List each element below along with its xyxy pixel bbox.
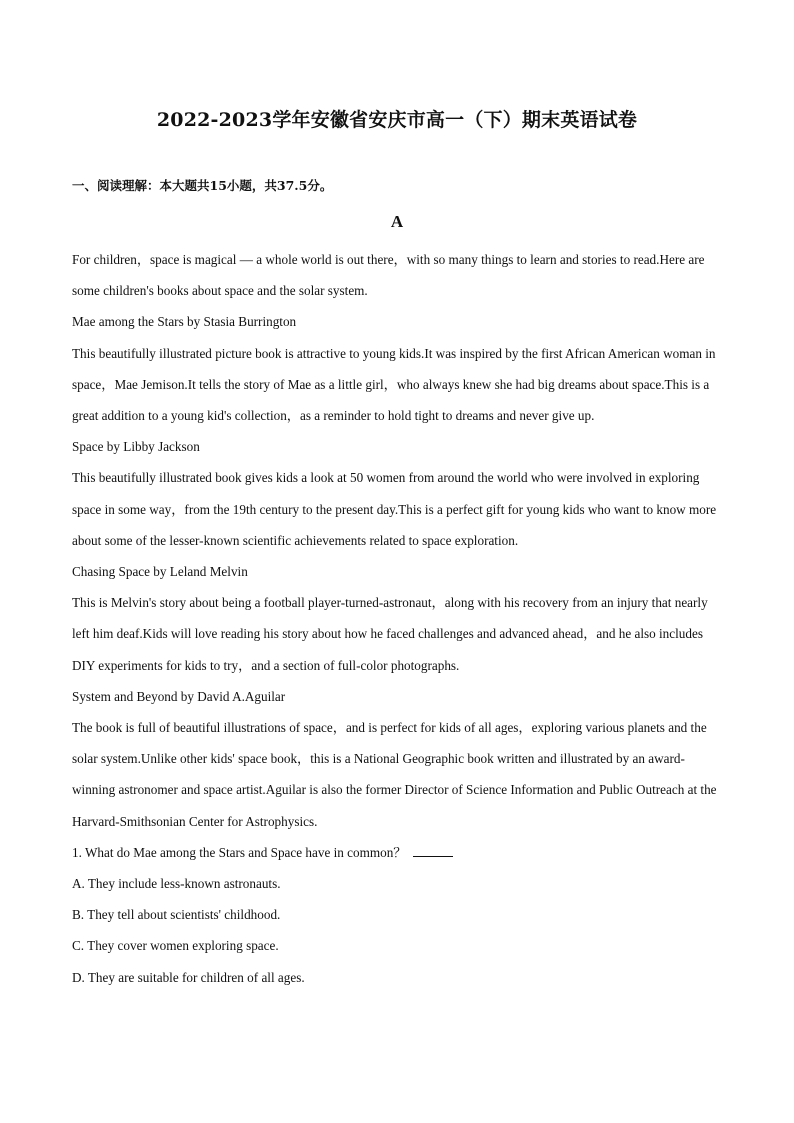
- book-title: Mae among the Stars by Stasia Burrington: [72, 314, 297, 330]
- passage-label: A: [390, 212, 404, 231]
- option-c: C. They cover women exploring space.: [72, 938, 279, 954]
- option-a: A. They include less-known astronauts.: [72, 876, 281, 892]
- book-description: This beautifully illustrated picture book is attractive to young kids.It was inspired by the first African American woman in space，Mae Jemison.It tells the story of Mae as a little girl，who always knew she had big dreams about space.This is a great addition to a young kid's collection，as a reminder to hold tight to dreams and never give up.: [72, 345, 716, 424]
- book-title: Space by Libby Jackson: [72, 439, 200, 455]
- book-description: This beautifully illustrated book gives kids a look at 50 women from around the world who were involved in exploring space in some way，from the 19th century to the present day.This is a perfect gift for young kids who want to know more about some of the lesser-known scientific achievements related to space exploration.: [72, 470, 717, 548]
- book-description: The book is full of beautiful illustrations of space，and is perfect for kids of all ages，exploring various planets and the solar system.Unlike other kids' space book，this is a National Geographic book written and illustrated by an award-winning astronomer and space artist.Aguilar is also the former Director of Science Information and Public Outreach at the Harvard-Smithsonian Center for Astrophysics.: [72, 720, 717, 829]
- book-title: System and Beyond by David A.Aguilar: [72, 688, 286, 704]
- question-text: 1. What do Mae among the Stars and Space have in common？: [72, 844, 407, 860]
- question-stem: [72, 837, 717, 868]
- intro-paragraph: For children，space is magical — a whole world is out there，with so many things to learn and stories to read.Here are some children's books about space and the solar system.: [72, 252, 705, 299]
- passage-content: [72, 244, 717, 993]
- book-title: Chasing Space by Leland Melvin: [72, 564, 248, 580]
- section-heading: 一、阅读理解：本大题共15小题，共37.5分。: [72, 178, 333, 193]
- answer-blank: [413, 844, 453, 857]
- exam-title: 2022-2023学年安徽省安庆市高一（下）期末英语试卷: [156, 109, 638, 131]
- book-description: This is Melvin's story about being a football player-turned-astronaut，along with his recovery from an injury that nearly left him deaf.Kids will love reading his story about how he faced challenges and advanced ahead，and he also includes DIY experiments for kids to try，and a section of full-color photographs.: [72, 595, 708, 673]
- option-d: D. They are suitable for children of all ages.: [72, 969, 305, 985]
- option-b: B. They tell about scientists' childhood.: [72, 907, 281, 923]
